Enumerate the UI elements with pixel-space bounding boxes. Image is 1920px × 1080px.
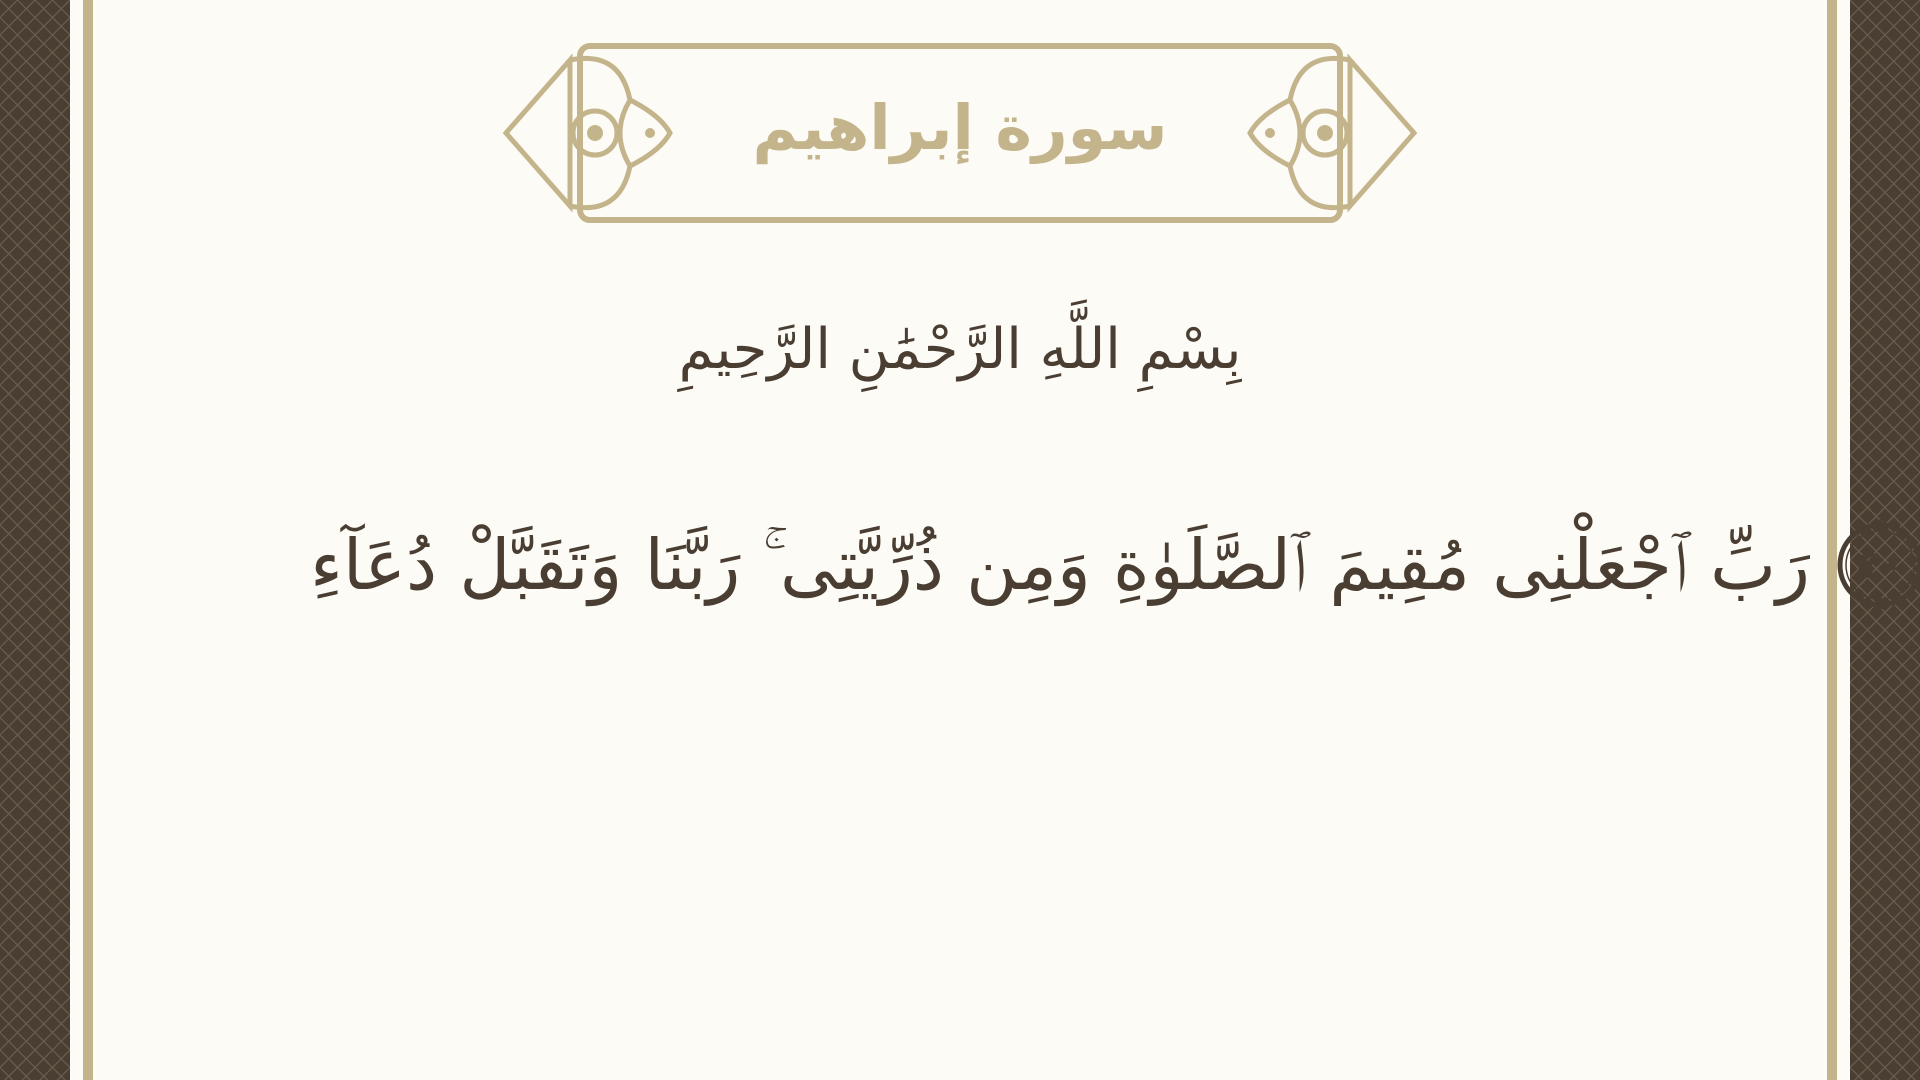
ayah-marker [1832,517,1920,613]
surah-title: سورة إبراهيم [752,91,1168,164]
left-gold-rule [83,0,93,1080]
ayah-number: ٤٠ [1855,542,1905,588]
verse-text: رَبِّ ٱجْعَلْنِى مُقِيمَ ٱلصَّلَوٰةِ وَمِن ذُرِّيَّتِى ۚ رَبَّنَا وَتَقَبَّلْ دُعَآءِ [310,524,1810,606]
basmala: بِسْمِ اللَّهِ الرَّحْمَٰنِ الرَّحِيمِ [678,317,1242,382]
verse-line [310,515,1905,615]
left-pattern-border [0,0,70,1080]
geometric-pattern-icon [0,0,70,1080]
title-cartouche [500,40,1420,230]
